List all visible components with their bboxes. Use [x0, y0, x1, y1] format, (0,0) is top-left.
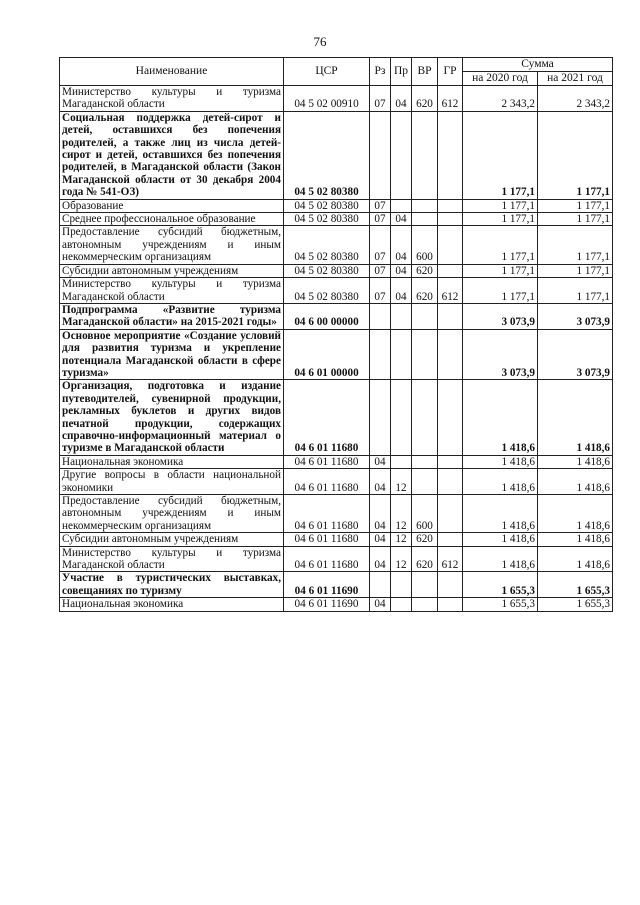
row-sum-2021: 1 418,6	[538, 546, 613, 572]
row-pr: 12	[391, 495, 412, 533]
row-csr: 04 6 01 11680	[284, 469, 370, 495]
row-name: Предоставление субсидий бюджетным, автономным учреждениям и иным некоммерческим организациям	[60, 226, 284, 264]
row-csr: 04 6 01 00000	[284, 329, 370, 380]
row-csr: 04 5 02 80380	[284, 278, 370, 304]
row-csr: 04 5 02 80380	[284, 199, 370, 212]
row-pr	[391, 598, 412, 611]
row-csr: 04 6 01 11690	[284, 572, 370, 598]
row-sum-2020: 1 177,1	[463, 278, 538, 304]
row-name: Основное мероприятие «Создание условий для развития туризма и укрепление потенциала Магаданской области в сфере туризма»	[60, 329, 284, 380]
row-csr: 04 5 02 80380	[284, 264, 370, 277]
row-name: Национальная экономика	[60, 598, 284, 611]
table-row	[60, 199, 613, 212]
table-row	[60, 278, 613, 304]
table-row	[60, 572, 613, 598]
row-name: Организация, подготовка и издание путеводителей, сувенирной продукции, рекламных буклетов и других видов печатной продукции, содержащих справочно-информационный материал о туризме в Магаданской области	[60, 380, 284, 455]
row-sum-2020: 3 073,9	[463, 303, 538, 329]
row-gr	[438, 495, 463, 533]
row-sum-2021: 3 073,9	[538, 303, 613, 329]
row-vr	[412, 111, 438, 199]
row-vr: 600	[412, 495, 438, 533]
row-sum-2020: 1 177,1	[463, 226, 538, 264]
row-vr: 620	[412, 86, 438, 112]
row-sum-2021: 1 177,1	[538, 111, 613, 199]
row-pr	[391, 199, 412, 212]
row-pr: 12	[391, 469, 412, 495]
row-sum-2021: 1 418,6	[538, 455, 613, 468]
row-sum-2020: 1 418,6	[463, 533, 538, 546]
row-sum-2021: 1 177,1	[538, 213, 613, 226]
row-name: Образование	[60, 199, 284, 212]
row-sum-2020: 1 177,1	[463, 264, 538, 277]
row-name: Министерство культуры и туризма Магаданской области	[60, 86, 284, 112]
row-pr: 12	[391, 546, 412, 572]
row-rz: 07	[370, 226, 391, 264]
table-row	[60, 495, 613, 533]
row-vr	[412, 380, 438, 455]
row-vr	[412, 455, 438, 468]
row-gr: 612	[438, 86, 463, 112]
row-name: Участие в туристических выставках, совещаниях по туризму	[60, 572, 284, 598]
row-pr: 04	[391, 226, 412, 264]
row-rz	[370, 572, 391, 598]
row-csr: 04 6 01 11680	[284, 455, 370, 468]
table-row	[60, 329, 613, 380]
row-rz	[370, 380, 391, 455]
row-sum-2020: 1 418,6	[463, 546, 538, 572]
row-vr: 620	[412, 264, 438, 277]
header-rz: Рз	[370, 58, 391, 86]
header-pr: Пр	[391, 58, 412, 86]
row-sum-2021: 2 343,2	[538, 86, 613, 112]
row-vr: 600	[412, 226, 438, 264]
row-gr: 612	[438, 278, 463, 304]
row-name: Министерство культуры и туризма Магаданской области	[60, 278, 284, 304]
row-rz	[370, 329, 391, 380]
table-row	[60, 213, 613, 226]
row-gr	[438, 213, 463, 226]
row-gr	[438, 469, 463, 495]
row-sum-2021: 1 418,6	[538, 380, 613, 455]
row-sum-2020: 1 177,1	[463, 111, 538, 199]
page-number: 76	[313, 34, 327, 49]
row-sum-2020: 1 418,6	[463, 469, 538, 495]
row-pr	[391, 303, 412, 329]
row-sum-2020: 3 073,9	[463, 329, 538, 380]
row-name: Предоставление субсидий бюджетным, автономным учреждениям и иным некоммерческим организациям	[60, 495, 284, 533]
row-sum-2021: 1 418,6	[538, 533, 613, 546]
row-rz: 04	[370, 598, 391, 611]
row-sum-2020: 1 177,1	[463, 213, 538, 226]
row-sum-2020: 1 655,3	[463, 598, 538, 611]
table-row	[60, 455, 613, 468]
row-rz	[370, 111, 391, 199]
table-row	[60, 380, 613, 455]
row-sum-2020: 1 418,6	[463, 455, 538, 468]
row-csr: 04 5 02 80380	[284, 111, 370, 199]
row-gr	[438, 303, 463, 329]
row-name: Среднее профессиональное образование	[60, 213, 284, 226]
row-name: Социальная поддержка детей-сирот и детей, оставшихся без попечения родителей, а также лиц из числа детей-сирот и детей, оставшихся без попечения родителей, в Магаданской области (Закон Магаданской области от 30 декабря 2004 года № 541-ОЗ)	[60, 111, 284, 199]
row-sum-2021: 1 655,3	[538, 572, 613, 598]
table-row	[60, 226, 613, 264]
row-gr	[438, 199, 463, 212]
header-gr: ГР	[438, 58, 463, 86]
row-sum-2021: 1 418,6	[538, 495, 613, 533]
row-rz: 07	[370, 278, 391, 304]
row-pr: 12	[391, 533, 412, 546]
row-sum-2021: 1 177,1	[538, 199, 613, 212]
row-name: Субсидии автономным учреждениям	[60, 264, 284, 277]
row-sum-2021: 1 177,1	[538, 226, 613, 264]
row-vr	[412, 303, 438, 329]
row-pr	[391, 111, 412, 199]
row-csr: 04 6 01 11680	[284, 495, 370, 533]
row-csr: 04 6 01 11680	[284, 546, 370, 572]
row-sum-2020: 1 655,3	[463, 572, 538, 598]
row-sum-2020: 1 418,6	[463, 495, 538, 533]
row-rz: 07	[370, 213, 391, 226]
row-pr	[391, 572, 412, 598]
row-csr: 04 6 01 11690	[284, 598, 370, 611]
row-gr: 612	[438, 546, 463, 572]
table-body	[60, 86, 613, 612]
row-gr	[438, 111, 463, 199]
row-rz: 04	[370, 469, 391, 495]
row-pr	[391, 380, 412, 455]
row-rz: 04	[370, 455, 391, 468]
row-name: Другие вопросы в области национальной экономики	[60, 469, 284, 495]
row-rz: 07	[370, 199, 391, 212]
row-csr: 04 5 02 80380	[284, 213, 370, 226]
table-row	[60, 598, 613, 611]
row-gr	[438, 533, 463, 546]
table-row	[60, 86, 613, 112]
table-row	[60, 303, 613, 329]
row-pr: 04	[391, 213, 412, 226]
row-vr	[412, 199, 438, 212]
table-row	[60, 111, 613, 199]
row-gr	[438, 264, 463, 277]
header-name: Наименование	[60, 58, 284, 86]
header-year-2020: на 2020 год	[463, 72, 538, 86]
row-csr: 04 5 02 80380	[284, 226, 370, 264]
row-sum-2021: 1 177,1	[538, 264, 613, 277]
row-vr	[412, 572, 438, 598]
row-vr: 620	[412, 533, 438, 546]
row-gr	[438, 455, 463, 468]
row-gr	[438, 329, 463, 380]
row-pr	[391, 455, 412, 468]
row-sum-2021: 3 073,9	[538, 329, 613, 380]
header-csr: ЦСР	[284, 58, 370, 86]
row-rz: 04	[370, 495, 391, 533]
row-pr: 04	[391, 264, 412, 277]
row-sum-2021: 1 418,6	[538, 469, 613, 495]
row-name: Национальная экономика	[60, 455, 284, 468]
budget-table	[59, 57, 613, 612]
row-name: Министерство культуры и туризма Магаданской области	[60, 546, 284, 572]
row-csr: 04 6 01 11680	[284, 380, 370, 455]
table-row	[60, 469, 613, 495]
row-vr: 620	[412, 546, 438, 572]
header-sum: Сумма	[463, 58, 613, 72]
row-gr	[438, 380, 463, 455]
header-year-2021: на 2021 год	[538, 72, 613, 86]
row-rz: 07	[370, 264, 391, 277]
row-vr	[412, 213, 438, 226]
row-csr: 04 5 02 00910	[284, 86, 370, 112]
table-row	[60, 264, 613, 277]
row-rz: 04	[370, 533, 391, 546]
row-csr: 04 6 00 00000	[284, 303, 370, 329]
row-rz: 04	[370, 546, 391, 572]
row-pr: 04	[391, 278, 412, 304]
header-vr: ВР	[412, 58, 438, 86]
table-row	[60, 546, 613, 572]
row-sum-2021: 1 655,3	[538, 598, 613, 611]
row-name: Субсидии автономным учреждениям	[60, 533, 284, 546]
row-vr	[412, 329, 438, 380]
row-sum-2020: 2 343,2	[463, 86, 538, 112]
row-vr: 620	[412, 278, 438, 304]
row-vr	[412, 598, 438, 611]
row-gr	[438, 598, 463, 611]
row-vr	[412, 469, 438, 495]
row-csr: 04 6 01 11680	[284, 533, 370, 546]
row-gr	[438, 572, 463, 598]
row-pr	[391, 329, 412, 380]
row-sum-2020: 1 177,1	[463, 199, 538, 212]
row-rz: 07	[370, 86, 391, 112]
row-sum-2020: 1 418,6	[463, 380, 538, 455]
table-row	[60, 533, 613, 546]
row-sum-2021: 1 177,1	[538, 278, 613, 304]
row-rz	[370, 303, 391, 329]
row-gr	[438, 226, 463, 264]
row-name: Подпрограмма «Развитие туризма Магаданской области» на 2015-2021 годы»	[60, 303, 284, 329]
row-pr: 04	[391, 86, 412, 112]
